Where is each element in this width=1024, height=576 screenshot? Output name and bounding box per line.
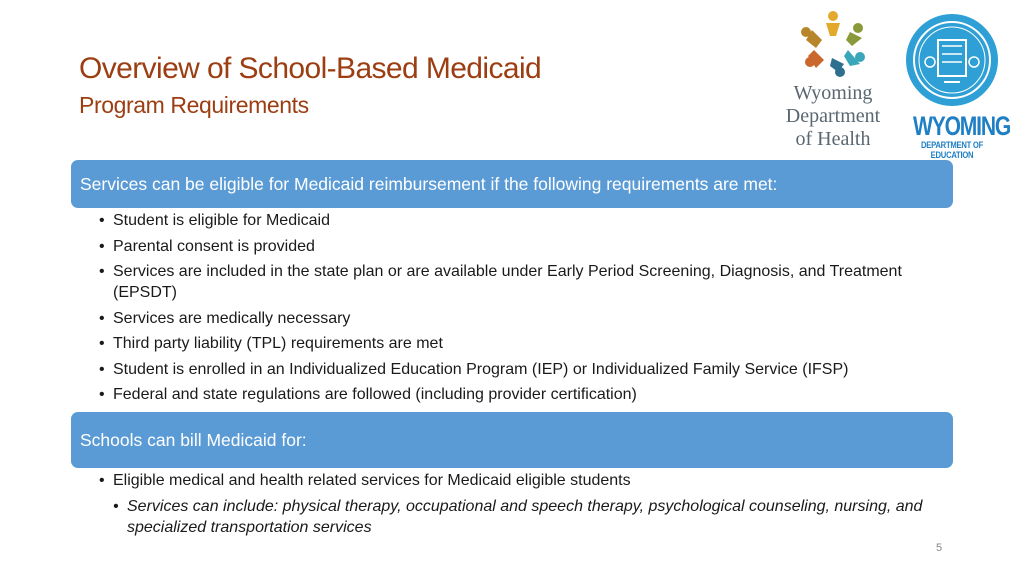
wyoming-department-of-health-logo — [772, 10, 894, 160]
page-number: 5 — [936, 542, 943, 554]
billing-heading-band — [71, 412, 953, 468]
list-subitem: • Services can include: physical therapy, occupational and speech therapy, psychological counseling, nursing, and specialized transportation services — [113, 496, 929, 538]
requirements-list — [99, 210, 929, 410]
billing-heading: Schools can bill Medicaid for: — [80, 429, 307, 450]
health-logo-line-3: of Health — [795, 128, 871, 150]
billing-list — [99, 470, 929, 542]
list-item: • Federal and state regulations are followed (including provider certification) — [99, 384, 929, 405]
people-circle-icon — [798, 10, 868, 78]
page-subtitle: Program Requirements — [79, 92, 309, 118]
requirements-heading-band — [71, 160, 953, 208]
state-seal-icon — [904, 12, 1000, 108]
list-item: • Eligible medical and health related services for Medicaid eligible students — [99, 470, 929, 491]
list-item: • Third party liability (TPL) requirements are met — [99, 333, 929, 354]
requirements-heading: Services can be eligible for Medicaid reimbursement if the following requirements are met: — [80, 173, 778, 194]
wyoming-department-of-education-logo — [902, 12, 1011, 160]
education-logo-name: WYOMING — [913, 111, 1011, 141]
education-logo-sub: DEPARTMENT OF EDUCATION — [921, 140, 983, 160]
list-item: • Student is eligible for Medicaid — [99, 210, 929, 231]
health-logo-line-1: Wyoming — [793, 82, 873, 104]
list-item: • Services are medically necessary — [99, 308, 929, 329]
health-logo-line-2: Department — [785, 105, 881, 127]
page-title: Overview of School-Based Medicaid — [79, 52, 542, 85]
list-item: • Services are included in the state plan or are available under Early Period Screening, Diagnosis, and Treatment (EPSDT) — [99, 261, 929, 303]
list-item: • Student is enrolled in an Individualized Education Program (IEP) or Individualized Family Service (IFSP) — [99, 359, 929, 380]
list-item: • Parental consent is provided — [99, 236, 929, 257]
